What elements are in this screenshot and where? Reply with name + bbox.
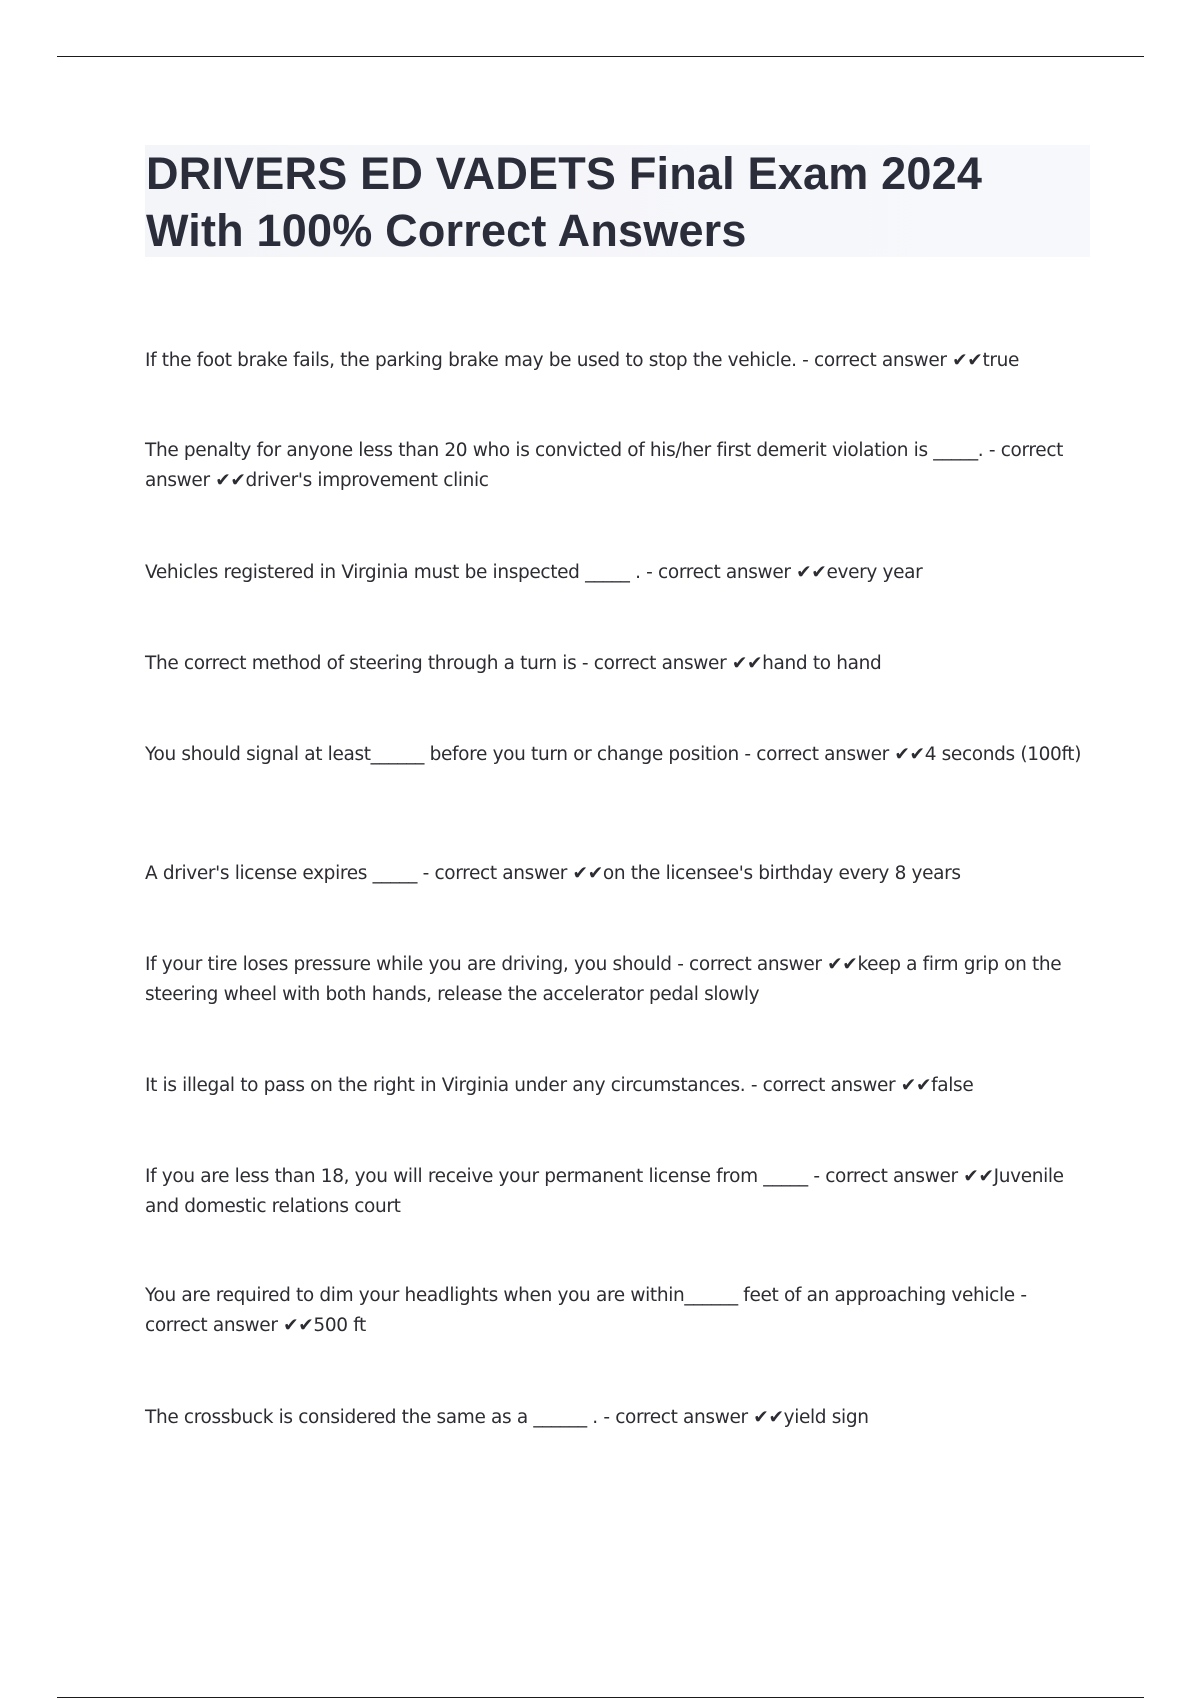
qa-item: The correct method of steering through a turn is - correct answer ✔✔hand to hand <box>145 653 882 674</box>
top-divider <box>57 56 1144 57</box>
qa-item: A driver's license expires _____ - correct answer ✔✔on the licensee's birthday every 8 years <box>145 863 961 884</box>
qa-item: You are required to dim your headlights when you are within______ feet of an approaching vehicle - correct answer ✔✔500 ft <box>145 1285 1027 1336</box>
qa-item: If the foot brake fails, the parking brake may be used to stop the vehicle. - correct answer ✔✔true <box>145 350 1020 371</box>
qa-item: It is illegal to pass on the right in Virginia under any circumstances. - correct answer ✔✔false <box>145 1075 974 1096</box>
qa-item: You should signal at least______ before you turn or change position - correct answer ✔✔4 seconds (100ft) <box>145 744 1082 765</box>
bottom-divider <box>57 1697 1144 1698</box>
document-title: DRIVERS ED VADETS Final Exam 2024 With 100% Correct Answers <box>146 148 983 256</box>
qa-item: The crossbuck is considered the same as a ______ . - correct answer ✔✔yield sign <box>145 1407 869 1428</box>
qa-item: If your tire loses pressure while you are driving, you should - correct answer ✔✔keep a firm grip on the steering wheel with both hands, release the accelerator pedal slowly <box>145 954 1062 1005</box>
qa-item: Vehicles registered in Virginia must be inspected _____ . - correct answer ✔✔every year <box>145 562 923 583</box>
qa-item: If you are less than 18, you will receive your permanent license from _____ - correct answer ✔✔Juvenile and domestic relations court <box>145 1166 1064 1217</box>
qa-item: The penalty for anyone less than 20 who is convicted of his/her first demerit violation is _____. - correct answer ✔✔driver's improvement clinic <box>145 440 1064 491</box>
